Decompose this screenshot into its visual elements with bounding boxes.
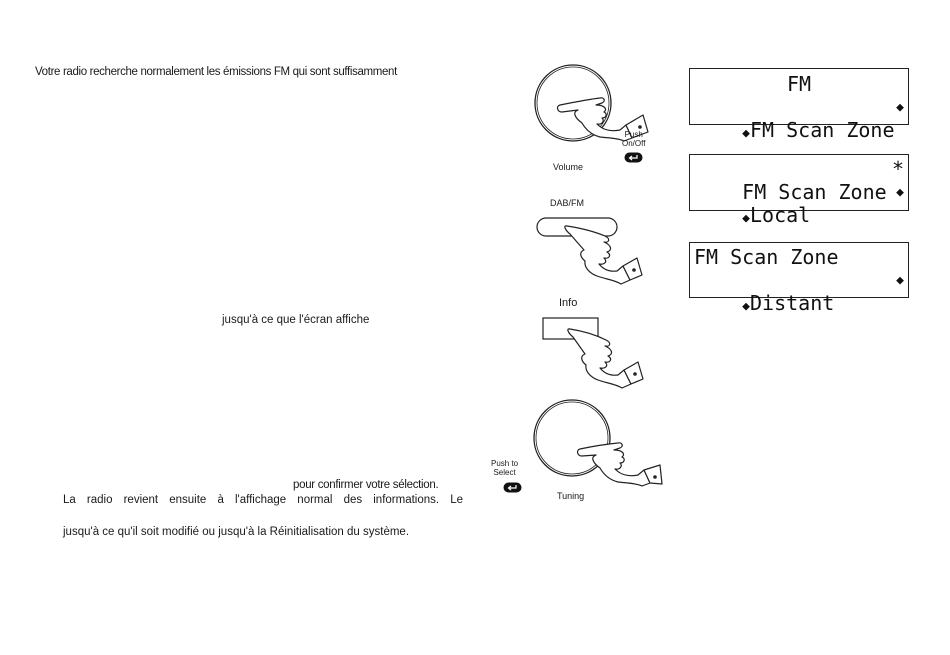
tuning-label: Tuning xyxy=(557,491,585,501)
instruction-line-3: pour confirmer votre sélection. xyxy=(293,479,439,491)
instruction-line-1: Votre radio recherche normalement les émissions FM qui sont suffisamment xyxy=(35,66,397,78)
instruction-line-5: jusqu'à ce qu'il soit modifié ou jusqu'à la Réinitialisation du système. xyxy=(63,526,410,538)
right-arrow-icon: ◆ xyxy=(896,100,904,115)
selected-marker-icon: * xyxy=(891,157,904,181)
info-button-illustration xyxy=(540,315,660,395)
lcd-line-1: FM Scan Zone * xyxy=(742,157,904,204)
info-label: Info xyxy=(559,297,578,309)
lcd-line-2: ◆FM Scan Zone ◆ xyxy=(694,96,904,119)
lcd-line-2: ◆Local ◆ xyxy=(694,181,904,204)
dabfm-label: DAB/FM xyxy=(550,198,585,208)
push-onoff-label: Push On/Off xyxy=(622,130,646,148)
instruction-line-4: La radio revient ensuite à l'affichage normal des informations. Le xyxy=(63,494,463,506)
lcd-display-distant xyxy=(689,242,909,315)
right-arrow-icon: ◆ xyxy=(896,273,904,288)
volume-label: Volume xyxy=(553,162,584,172)
left-arrow-icon: ◆ xyxy=(742,211,750,226)
lcd-line-2: ◆Distant ◆ xyxy=(694,269,904,292)
pointing-hand-icon xyxy=(568,329,643,388)
left-arrow-icon: ◆ xyxy=(742,299,750,314)
lcd-line-1: FM Scan Zone xyxy=(694,245,839,269)
lcd-display-local xyxy=(689,154,909,227)
enter-key-icon xyxy=(624,152,644,164)
lcd-display-fm xyxy=(689,68,909,142)
left-arrow-icon: ◆ xyxy=(742,126,750,141)
enter-key-icon xyxy=(503,482,523,494)
lcd-line-1: FM xyxy=(786,72,812,96)
tuning-knob-illustration xyxy=(520,395,665,505)
dabfm-button-illustration xyxy=(535,212,655,292)
instruction-line-2: jusqu'à ce que l'écran affiche xyxy=(222,314,370,326)
right-arrow-icon: ◆ xyxy=(896,185,904,200)
push-select-label: Push to Select xyxy=(491,459,519,477)
